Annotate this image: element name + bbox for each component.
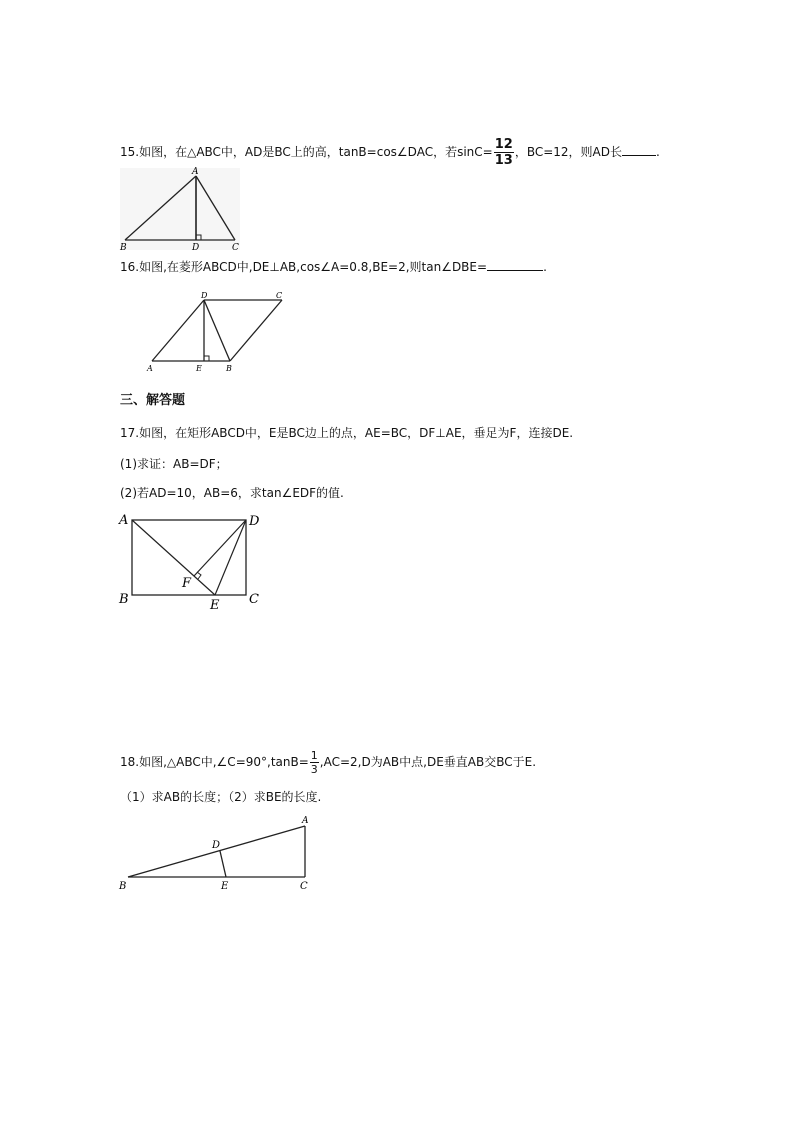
q16-label-e: E [196, 364, 202, 373]
q15-label-c: C [232, 243, 239, 253]
q18-fraction [310, 750, 319, 775]
q17-label-c: C [249, 592, 259, 607]
q17-segment-df [194, 520, 246, 576]
q18-label-a: A [302, 816, 309, 826]
q15-fraction [494, 138, 514, 167]
q16-right-angle-mark [204, 356, 209, 361]
q17-right-angle-mark [197, 572, 201, 579]
q15-text-after: ，BC=12，则AD长 [514, 145, 622, 159]
q15-label-b: B [120, 243, 127, 253]
q17-label-b: B [119, 592, 129, 607]
q18-label-d: D [212, 840, 221, 851]
q16-side-bc [230, 300, 282, 361]
q18-triangle-figure [116, 810, 316, 894]
q15-text-before: 15.如图，在△ABC中，AD是BC上的高，tanB=cos∠DAC，若sinC= [120, 145, 493, 159]
q16-text-end: . [543, 260, 547, 274]
q15-figure-background [120, 168, 240, 250]
q17-segment-ae [132, 520, 215, 595]
q17-segment-de [215, 520, 246, 595]
q18-segment-de [220, 851, 226, 877]
q17-line2: (1)求证：AB=DF； [120, 457, 228, 471]
q16-answer-blank[interactable] [487, 258, 543, 271]
q16-rhombus-figure [142, 290, 292, 374]
q15-text [120, 138, 660, 167]
q17-line1: 17.如图，在矩形ABCD中，E是BC边上的点，AE=BC，DF⊥AE，垂足为F，连接DE. [120, 426, 574, 440]
section3-heading: 三、解答题 [120, 393, 186, 408]
q18-label-c: C [300, 881, 308, 892]
q16-text [120, 258, 547, 276]
q16-label-a: A [147, 364, 153, 373]
q15-label-a: A [192, 167, 199, 177]
q17-label-e: E [210, 598, 220, 613]
q18-line2: （1）求AB的长度；（2）求BE的长度. [120, 790, 322, 804]
q17-rectangle-figure [116, 508, 266, 614]
q18-text-before: 18.如图,△ABC中,∠C=90°,tanB= [120, 755, 309, 769]
q16-side-da [152, 300, 204, 361]
q15-fraction-numerator: 12 [494, 137, 513, 152]
q15-label-d: D [192, 243, 200, 253]
q16-label-c: C [276, 291, 283, 300]
q15-fraction-denominator: 13 [494, 153, 513, 168]
q16-label-d: D [201, 291, 208, 300]
q18-label-e: E [221, 881, 229, 892]
q18-text [120, 750, 536, 775]
q18-side-ab [128, 826, 305, 877]
q17-label-f: F [182, 576, 192, 591]
q17-label-d: D [249, 514, 260, 529]
q17-line3: (2)若AD=10，AB=6，求tan∠EDF的值. [120, 486, 344, 500]
q16-text-main: 16.如图,在菱形ABCD中,DE⊥AB,cos∠A=0.8,BE=2,则tan∠DBE= [120, 260, 488, 274]
q15-answer-blank[interactable] [622, 143, 656, 156]
q16-diagonal-db [204, 300, 230, 361]
q18-label-b: B [119, 881, 127, 892]
q15-triangle-figure [118, 164, 244, 254]
q18-text-after: ,AC=2,D为AB中点,DE垂直AB交BC于E. [319, 755, 537, 769]
q16-label-b: B [226, 364, 232, 373]
q17-label-a: A [119, 513, 129, 528]
q18-fraction-denominator: 3 [310, 763, 318, 776]
q15-text-end: . [656, 145, 660, 159]
q18-fraction-numerator: 1 [310, 749, 318, 762]
